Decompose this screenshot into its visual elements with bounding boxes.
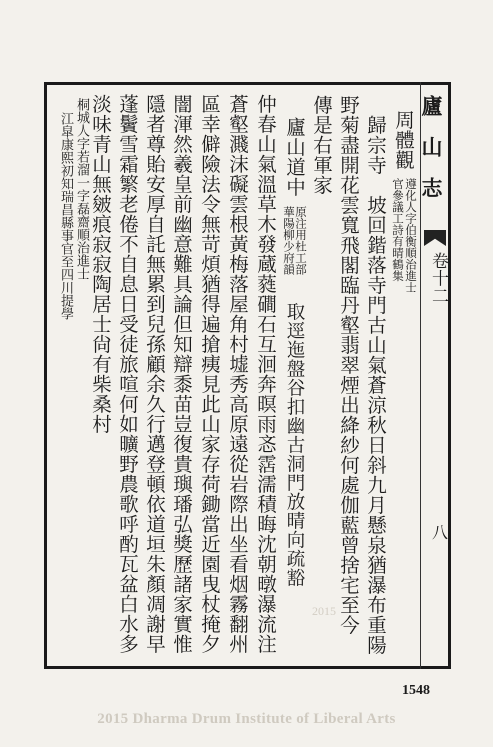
author-note-line1: 遵化人字伯衡順治進士 xyxy=(404,178,418,293)
page-number: 1548 xyxy=(402,683,430,698)
margin-book-title: 廬山志 xyxy=(419,95,444,218)
author-jiang-gao-note-line1: 桐城人字若溜一字磊齋順治進士 xyxy=(74,98,89,280)
margin-volume: 卷十二 xyxy=(428,252,448,305)
frame-bottom-rule xyxy=(44,666,449,669)
text-column-12: 淡味青山無皴痕寂寂陶居士尙有柴桑村 xyxy=(89,94,112,434)
frame-outer-rule xyxy=(448,82,451,669)
text-column-10: 隱者尊貽安厚自託無累到兒孫顧余久行邁登頓依道垣朱顏凋謝早 xyxy=(143,94,166,654)
watermark: 2015 Dharma Drum Institute of Liberal Arts xyxy=(97,711,396,727)
text-column-4: 傳是右軍家 xyxy=(310,95,333,195)
author-note-line2: 官參議工詩有晴鶴集 xyxy=(391,178,405,282)
fish-tail-mark xyxy=(424,230,446,246)
text-column-8: 區幸僻險法令無苛煩猶得遍搶痍見此山家存荷鋤當近園曳杖掩夕 xyxy=(198,94,221,654)
text-column-11: 蓬鬢雪霜繁老倦不自息日受徒旅喧何如曠野農歌呼酌瓦盆白水多 xyxy=(116,94,139,654)
text-column-6: 仲春山氣溫草木發蔵蕤磵石互洄奔暝雨忞霑濡積晦沈朝暾瀑流注 xyxy=(254,94,277,654)
author-jiang-gao-note-line2: 江皐康熙初知瑞昌縣事官至四川提學 xyxy=(58,112,73,320)
author-zhou-tiguan: 周體觀 xyxy=(392,110,415,170)
poem-title-note-line1: 原注用杜工部 xyxy=(294,206,308,275)
poem-title-lushan-daozhong: 廬山道中 xyxy=(283,117,306,197)
frame-left-rule xyxy=(44,82,47,669)
text-column-2: 歸宗寺 坡回鍇落寺門古山氣蒼涼秋日斜九月懸泉猶瀑布重陽 xyxy=(364,115,387,655)
poem-title-note-line2: 華陽柳少府韻 xyxy=(282,206,296,275)
text-column-5: 取逕迤盤谷扣幽古洞門放晴向疏豁 xyxy=(284,302,305,587)
text-column-9: 闇渾然羲皇前幽意難具論但知辯黍苗豈復貴璵璠弘獎歷諸家實惟 xyxy=(170,94,193,654)
text-column-7: 蒼壑濺沫礙雲根黃梅落屋角村墟秀高原遠從岩際出坐看烟霧翻州 xyxy=(226,94,249,654)
inline-watermark: 2015 xyxy=(312,604,336,618)
margin-page-char: 八 xyxy=(432,523,449,542)
frame-top-rule xyxy=(44,82,449,85)
text-column-3: 野菊盡開花雲寬飛閣臨丹壑翡翠煙出絳紗何處伽藍曾捨宅至今 xyxy=(337,95,360,635)
